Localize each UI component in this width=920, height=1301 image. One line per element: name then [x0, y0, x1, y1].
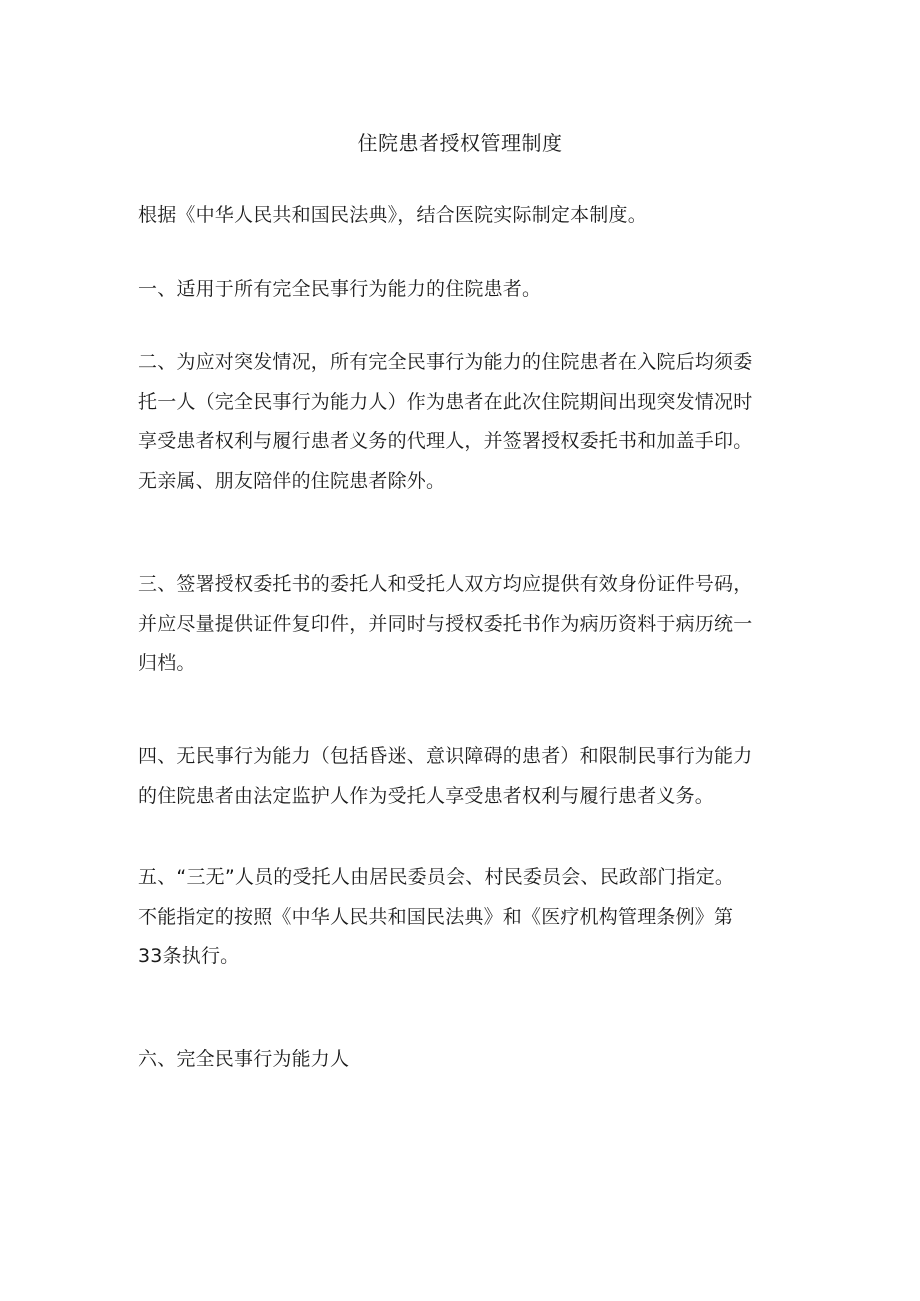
paragraph-line: 二、为应对突发情况，所有完全民事行为能力的住院患者在入院后均须委 [138, 351, 753, 373]
paragraph-line: 33条执行。 [138, 945, 240, 967]
clause-5-paragraph [138, 858, 788, 977]
paragraph-line: 三、签署授权委托书的委托人和受托人双方均应提供有效身份证件号码， [138, 573, 753, 595]
clause-3-paragraph [138, 565, 788, 684]
paragraph-line: 四、无民事行为能力（包括昏迷、意识障碍的患者）和限制民事行为能力 [138, 745, 753, 767]
paragraph-line: 托一人（完全民事行为能力人）作为患者在此次住院期间出现突发情况时 [138, 390, 753, 413]
paragraph-line: 根据《中华人民共和国民法典》，结合医院实际制定本制度。 [138, 204, 647, 226]
clause-4-paragraph [138, 737, 788, 816]
clause-2-paragraph [138, 343, 788, 501]
paragraph-line: 六、完全民事行为能力人 [138, 1048, 350, 1070]
paragraph-line: 一、适用于所有完全民事行为能力的住院患者。 [138, 278, 542, 300]
paragraph-line: 不能指定的按照《中华人民共和国民法典》和《医疗机构管理条例》第 [138, 905, 734, 928]
paragraph-line: 享受患者权利与履行患者义务的代理人，并签署授权委托书和加盖手印。 [138, 430, 753, 452]
paragraph-line: 归档。 [138, 652, 196, 674]
clause-1-paragraph [138, 270, 788, 310]
document-title: 住院患者授权管理制度 [357, 131, 563, 155]
paragraph-line: 无亲属、朋友陪伴的住院患者除外。 [138, 469, 446, 492]
paragraph-line: 的住院患者由法定监护人作为受托人享受患者权利与履行患者义务。 [138, 784, 715, 807]
intro-paragraph [138, 196, 788, 236]
clause-6-paragraph [138, 1040, 788, 1080]
paragraph-line: 并应尽量提供证件复印件，并同时与授权委托书作为病历资料于病历统一 [138, 612, 753, 635]
paragraph-line: 五、“三无”人员的受托人由居民委员会、村民委员会、民政部门指定。 [138, 866, 735, 888]
